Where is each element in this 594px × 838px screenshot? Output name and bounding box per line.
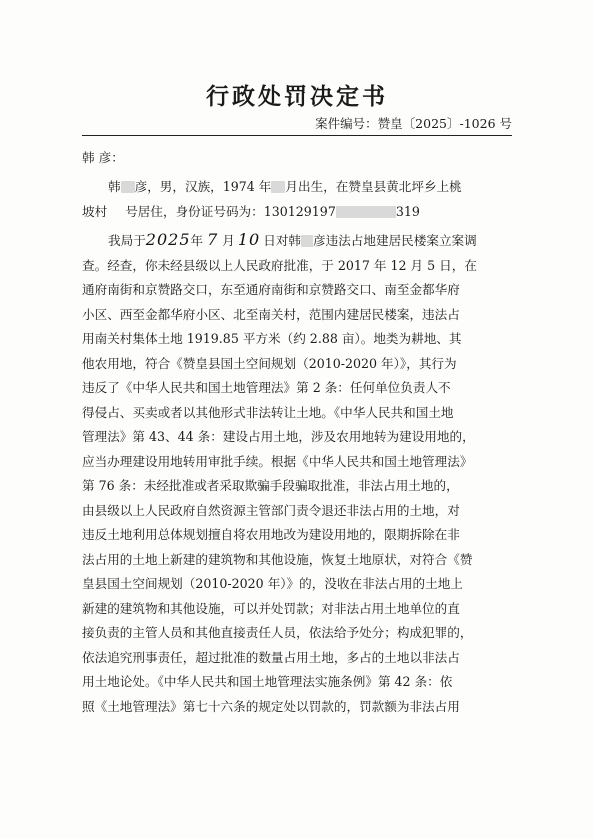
body-line: 他农用地，符合《赞皇县国土空间规划（2010-2020 年）》，其行为 [82,355,457,371]
body-line: 新建的建筑物和其他设施，可以并处罚款；对非法占用土地单位的直 [82,600,460,616]
body-line: 得侵占、买卖或者以其他形式非法转让土地。《中华人民共和国土地 [82,404,454,420]
handwritten-month: 7 [207,230,219,249]
case-number-row [82,115,512,136]
redaction-block [336,206,396,218]
body-line: 皇县国土空间规划（2010-2020 年）》的，没收在非法占用的土地上 [82,576,463,591]
body-line: 用南关村集体土地 1919.85 平方米（约 2.88 亩）。地类为耕地、其 [82,331,462,346]
identity-line-1: 韩 彦，男，汉族，1974 年 月出生，在赞皇县黄北坪乡上桃 [108,179,462,194]
redaction-block [121,181,135,193]
body-line: 第 76 条：未经批准或者采取欺骗手段骗取批准，非法占用土地的， [82,478,459,493]
findings-lead-line: 我局于2025年 7 月 10 日对韩 彦违法占地建居民楼案立案调 [108,230,477,249]
body-line: 违反了《中华人民共和国土地管理法》第 2 条：任何单位负责人不 [82,380,451,395]
case-number: 案件编号：赞皇〔2025〕-1026 号 [315,116,512,131]
handwritten-day: 10 [237,230,261,249]
body-line: 依法追究刑事责任，超过批准的数量占用土地，多占的土地以非法占 [82,649,460,665]
document-title: 行政处罚决定书 [206,84,388,110]
body-line: 查。经查，你未经县级以上人民政府批准，于 2017 年 12 月 5 日，在 [82,257,477,273]
body-line: 接负责的主管人员和其他直接责任人员，依法给予处分；构成犯罪的， [82,625,473,640]
addressee: 韩 彦： [82,150,124,165]
body-line: 照《土地管理法》第七十六条的规定处以罚款的，罚款额为非法占用 [82,698,460,714]
identity-line-2: 坡村 号居住，身份证号码为：130129197 319 [82,203,420,219]
body-line: 由县级以上人民政府自然资源主管部门责令退还非法占用的土地，对 [82,502,460,518]
body-line: 违反土地利用总体规划擅自将农用地改为建设用地的，限期拆除在非 [82,527,460,542]
body-line: 小区、西至金都华府小区、北至南关村，范围内建居民楼案，违法占 [82,306,460,322]
body-line: 用土地论处。《中华人民共和国土地管理法实施条例》第 42 条：依 [82,674,453,689]
body-line: 应当办理建设用地转用审批手续。根据《中华人民共和国土地管理法》 [82,453,473,469]
handwritten-year: 2025 [145,230,191,249]
addressee-line [82,146,512,171]
body-line: 法占用的土地上新建的建筑物和其他设施，恢复土地原状，对符合《赞 [82,551,473,567]
body-line: 管理法》第 43、44 条：建设占用土地，涉及农用地转为建设用地的， [82,429,475,444]
redaction-block [271,181,285,193]
paragraph-identity [82,175,512,224]
paragraph-findings [82,228,512,719]
body-line: 通府南街和京赞路交口，东至通府南街和京赞路交口、南至金都华府 [82,282,460,297]
redaction-block [301,235,313,247]
